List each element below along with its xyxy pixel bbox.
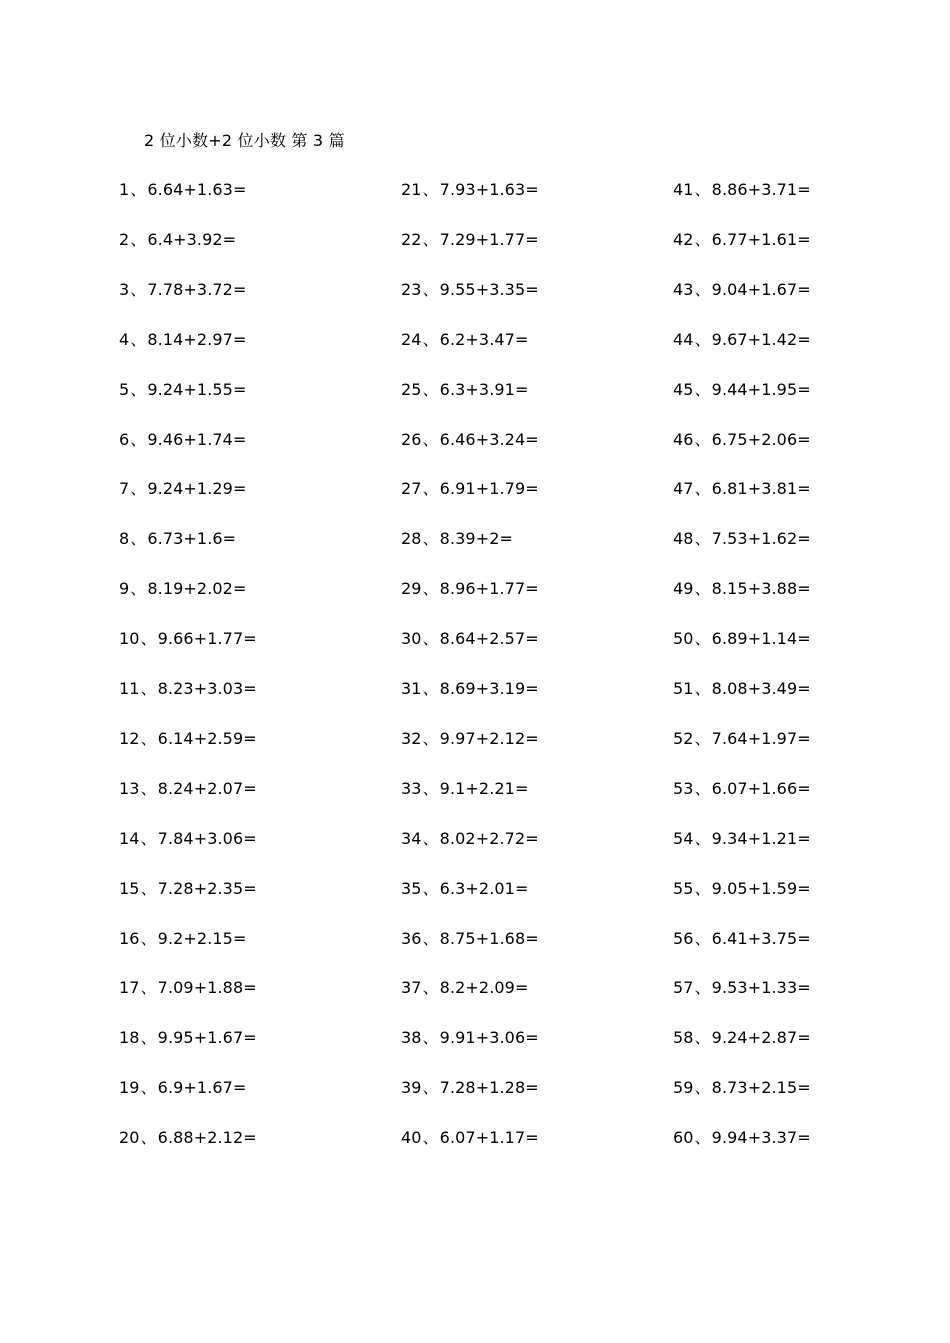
problem-expression: 7.64+1.97= (711, 728, 811, 748)
problem-expression: 9.24+1.29= (147, 479, 247, 499)
problem-item (119, 529, 236, 549)
problem-separator: 、 (422, 828, 439, 848)
problem-separator: 、 (130, 379, 147, 399)
problem-separator: 、 (130, 479, 147, 499)
problem-separator: 、 (694, 180, 711, 199)
problem-expression: 7.78+3.72= (147, 279, 247, 299)
problem-expression: 9.53+1.33= (711, 978, 811, 998)
problem-number: 50 (673, 629, 694, 649)
problem-expression: 9.94+3.37= (711, 1128, 811, 1148)
problem-item (119, 579, 246, 599)
problem-expression: 9.67+1.42= (711, 329, 811, 349)
problem-separator: 、 (422, 479, 439, 499)
problem-expression: 6.77+1.61= (711, 229, 811, 249)
problem-expression: 6.2+3.47= (439, 329, 529, 349)
problem-item (401, 629, 539, 649)
problem-expression: 8.2+2.09= (439, 978, 529, 998)
problem-number: 49 (673, 579, 694, 599)
problem-item (119, 380, 246, 400)
problem-item (401, 929, 539, 949)
problem-number: 14 (119, 828, 140, 848)
problem-number: 47 (673, 479, 694, 499)
problem-item (401, 1028, 539, 1048)
problem-item (401, 829, 539, 849)
problem-item (401, 479, 539, 499)
problem-separator: 、 (130, 579, 147, 599)
problem-number: 3 (119, 279, 130, 299)
problem-number: 2 (119, 229, 130, 249)
problem-expression: 7.28+2.35= (157, 878, 257, 898)
problem-expression: 7.28+1.28= (439, 1078, 539, 1098)
problem-number: 57 (673, 978, 694, 998)
problem-expression: 8.15+3.88= (711, 579, 811, 599)
problem-item (401, 679, 539, 699)
problem-separator: 、 (694, 529, 711, 549)
problem-item (401, 729, 539, 749)
problem-expression: 6.41+3.75= (711, 928, 811, 948)
problem-number: 21 (401, 180, 422, 199)
problem-expression: 9.95+1.67= (157, 1028, 257, 1048)
problem-separator: 、 (422, 629, 439, 649)
problem-separator: 、 (694, 379, 711, 399)
problem-expression: 9.05+1.59= (711, 878, 811, 898)
problem-separator: 、 (140, 679, 157, 698)
problem-number: 17 (119, 978, 140, 998)
problem-item (119, 479, 246, 499)
problem-expression: 9.66+1.77= (157, 629, 257, 649)
problem-separator: 、 (422, 1078, 439, 1098)
problem-separator: 、 (140, 828, 157, 848)
problem-item (119, 230, 236, 250)
problem-separator: 、 (422, 180, 439, 199)
problem-item (119, 430, 246, 450)
problem-number: 55 (673, 878, 694, 898)
problem-separator: 、 (130, 329, 147, 349)
problem-separator: 、 (140, 778, 157, 798)
problem-number: 31 (401, 679, 422, 698)
problem-number: 46 (673, 429, 694, 449)
problem-number: 52 (673, 728, 694, 748)
problem-expression: 8.96+1.77= (439, 579, 539, 599)
problem-item (401, 180, 539, 200)
problem-number: 59 (673, 1078, 694, 1098)
problem-expression: 8.23+3.03= (157, 679, 257, 698)
problem-number: 19 (119, 1078, 140, 1098)
problem-expression: 9.1+2.21= (439, 778, 529, 798)
problem-item (119, 729, 257, 749)
problem-separator: 、 (694, 878, 711, 898)
problem-expression: 8.02+2.72= (439, 828, 539, 848)
problem-separator: 、 (694, 329, 711, 349)
problem-number: 41 (673, 180, 694, 199)
problem-separator: 、 (422, 229, 439, 249)
problem-number: 60 (673, 1128, 694, 1148)
problem-separator: 、 (694, 1128, 711, 1148)
problem-item (119, 779, 257, 799)
problem-number: 44 (673, 329, 694, 349)
problem-number: 13 (119, 778, 140, 798)
problem-number: 16 (119, 928, 140, 948)
problem-separator: 、 (130, 229, 147, 249)
problem-number: 32 (401, 728, 422, 748)
problem-separator: 、 (140, 878, 157, 898)
problem-separator: 、 (694, 728, 711, 748)
problem-expression: 8.24+2.07= (157, 778, 257, 798)
problem-item (401, 430, 539, 450)
problem-item (119, 829, 257, 849)
problem-number: 20 (119, 1128, 140, 1148)
problem-number: 54 (673, 828, 694, 848)
problem-number: 12 (119, 728, 140, 748)
problem-item (119, 280, 246, 300)
problem-separator: 、 (694, 828, 711, 848)
page-title: 2 位小数+2 位小数 第 3 篇 (144, 131, 345, 150)
problem-item (401, 879, 528, 899)
problem-item (119, 679, 257, 699)
problem-number: 37 (401, 978, 422, 998)
problem-number: 25 (401, 379, 422, 399)
problem-separator: 、 (694, 629, 711, 649)
problem-item (673, 1078, 811, 1098)
problem-separator: 、 (694, 279, 711, 299)
problem-separator: 、 (422, 878, 439, 898)
problem-item (401, 529, 513, 549)
problem-separator: 、 (422, 279, 439, 299)
problem-item (673, 729, 811, 749)
problem-number: 6 (119, 429, 130, 449)
problem-separator: 、 (422, 679, 439, 698)
problem-separator: 、 (130, 279, 147, 299)
problem-item (119, 1128, 257, 1148)
problem-expression: 9.55+3.35= (439, 279, 539, 299)
problem-separator: 、 (422, 1128, 439, 1148)
problem-expression: 9.46+1.74= (147, 429, 247, 449)
problem-item (673, 180, 811, 200)
problem-item (119, 1028, 257, 1048)
problem-item (673, 978, 811, 998)
problem-expression: 8.73+2.15= (711, 1078, 811, 1098)
problem-number: 10 (119, 629, 140, 649)
problem-number: 18 (119, 1028, 140, 1048)
problem-item (119, 929, 246, 949)
problem-separator: 、 (694, 579, 711, 599)
problem-item (401, 1078, 539, 1098)
problem-expression: 9.97+2.12= (439, 728, 539, 748)
problem-separator: 、 (422, 579, 439, 599)
problem-separator: 、 (140, 629, 157, 649)
problem-item (673, 330, 811, 350)
problem-item (401, 978, 528, 998)
problem-separator: 、 (422, 1028, 439, 1048)
problem-expression: 6.91+1.79= (439, 479, 539, 499)
problem-item (673, 1028, 811, 1048)
problem-expression: 9.24+1.55= (147, 379, 247, 399)
problem-item (673, 1128, 811, 1148)
problem-expression: 6.3+3.91= (439, 379, 529, 399)
problem-number: 8 (119, 529, 130, 549)
problem-expression: 6.14+2.59= (157, 728, 257, 748)
problem-expression: 8.14+2.97= (147, 329, 247, 349)
problem-expression: 6.88+2.12= (157, 1128, 257, 1148)
problem-separator: 、 (422, 978, 439, 998)
problem-item (673, 280, 811, 300)
problem-item (401, 779, 528, 799)
problem-separator: 、 (694, 978, 711, 998)
problem-separator: 、 (694, 928, 711, 948)
problem-separator: 、 (140, 928, 157, 948)
problem-separator: 、 (694, 1078, 711, 1098)
problem-item (119, 1078, 246, 1098)
problem-expression: 6.64+1.63= (147, 180, 247, 199)
problem-item (673, 430, 811, 450)
problem-expression: 8.69+3.19= (439, 679, 539, 698)
problem-number: 56 (673, 928, 694, 948)
problem-separator: 、 (694, 1028, 711, 1048)
problem-item (401, 1128, 539, 1148)
problem-expression: 6.07+1.66= (711, 778, 811, 798)
problem-expression: 6.46+3.24= (439, 429, 539, 449)
problem-expression: 6.4+3.92= (147, 229, 237, 249)
problem-item (673, 879, 811, 899)
problem-expression: 8.39+2= (439, 529, 513, 549)
problem-number: 38 (401, 1028, 422, 1048)
problem-expression: 6.07+1.17= (439, 1128, 539, 1148)
problem-separator: 、 (422, 778, 439, 798)
problem-item (673, 629, 811, 649)
problem-expression: 7.29+1.77= (439, 229, 539, 249)
problem-number: 1 (119, 180, 130, 199)
problem-number: 45 (673, 379, 694, 399)
problem-separator: 、 (140, 978, 157, 998)
problem-expression: 6.89+1.14= (711, 629, 811, 649)
problem-number: 53 (673, 778, 694, 798)
problem-item (401, 330, 528, 350)
problem-number: 7 (119, 479, 130, 499)
problem-separator: 、 (422, 329, 439, 349)
problem-separator: 、 (140, 1028, 157, 1048)
problem-expression: 7.53+1.62= (711, 529, 811, 549)
problem-separator: 、 (422, 928, 439, 948)
problem-expression: 6.75+2.06= (711, 429, 811, 449)
problem-expression: 6.3+2.01= (439, 878, 529, 898)
problem-item (673, 829, 811, 849)
problem-expression: 7.84+3.06= (157, 828, 257, 848)
problem-number: 48 (673, 529, 694, 549)
problem-expression: 8.08+3.49= (711, 679, 811, 698)
problem-number: 40 (401, 1128, 422, 1148)
problem-number: 35 (401, 878, 422, 898)
problem-number: 43 (673, 279, 694, 299)
problem-item (673, 679, 811, 699)
problem-expression: 9.91+3.06= (439, 1028, 539, 1048)
problem-item (673, 929, 811, 949)
problem-item (673, 779, 811, 799)
problem-separator: 、 (422, 429, 439, 449)
problem-separator: 、 (130, 429, 147, 449)
problem-item (673, 579, 811, 599)
problem-number: 5 (119, 379, 130, 399)
problem-separator: 、 (140, 728, 157, 748)
problem-item (673, 380, 811, 400)
problem-expression: 6.9+1.67= (157, 1078, 247, 1098)
problem-separator: 、 (422, 379, 439, 399)
problem-number: 11 (119, 679, 140, 698)
problem-item (673, 479, 811, 499)
problem-number: 29 (401, 579, 422, 599)
problem-number: 15 (119, 878, 140, 898)
problem-separator: 、 (694, 679, 711, 698)
problem-number: 34 (401, 828, 422, 848)
problem-expression: 9.44+1.95= (711, 379, 811, 399)
problem-expression: 6.73+1.6= (147, 529, 237, 549)
problem-number: 36 (401, 928, 422, 948)
problem-expression: 6.81+3.81= (711, 479, 811, 499)
problem-number: 9 (119, 579, 130, 599)
problem-separator: 、 (422, 728, 439, 748)
problem-expression: 7.93+1.63= (439, 180, 539, 199)
problem-item (673, 529, 811, 549)
problem-item (401, 280, 539, 300)
problem-number: 33 (401, 778, 422, 798)
problem-number: 51 (673, 679, 694, 698)
problem-separator: 、 (140, 1128, 157, 1148)
problem-expression: 9.2+2.15= (157, 928, 247, 948)
problem-separator: 、 (130, 529, 147, 549)
problem-expression: 9.24+2.87= (711, 1028, 811, 1048)
problem-item (119, 978, 257, 998)
problem-expression: 8.86+3.71= (711, 180, 811, 199)
problem-item (119, 180, 246, 200)
problem-separator: 、 (140, 1078, 157, 1098)
problem-separator: 、 (694, 229, 711, 249)
problem-item (401, 230, 539, 250)
problem-separator: 、 (694, 429, 711, 449)
problem-item (119, 879, 257, 899)
problem-expression: 8.64+2.57= (439, 629, 539, 649)
problem-item (119, 330, 246, 350)
problem-item (119, 629, 257, 649)
problem-number: 39 (401, 1078, 422, 1098)
problem-number: 58 (673, 1028, 694, 1048)
problem-number: 30 (401, 629, 422, 649)
problem-expression: 8.75+1.68= (439, 928, 539, 948)
problem-item (401, 579, 539, 599)
problem-number: 26 (401, 429, 422, 449)
problem-number: 23 (401, 279, 422, 299)
problem-separator: 、 (694, 778, 711, 798)
problem-separator: 、 (422, 529, 439, 549)
problem-item (401, 380, 528, 400)
problem-number: 42 (673, 229, 694, 249)
problem-expression: 9.04+1.67= (711, 279, 811, 299)
problem-expression: 8.19+2.02= (147, 579, 247, 599)
problem-expression: 7.09+1.88= (157, 978, 257, 998)
problem-number: 27 (401, 479, 422, 499)
problem-number: 24 (401, 329, 422, 349)
problem-number: 22 (401, 229, 422, 249)
problem-number: 4 (119, 329, 130, 349)
problem-expression: 9.34+1.21= (711, 828, 811, 848)
problem-separator: 、 (130, 180, 147, 199)
problem-item (673, 230, 811, 250)
problem-separator: 、 (694, 479, 711, 499)
problem-number: 28 (401, 529, 422, 549)
